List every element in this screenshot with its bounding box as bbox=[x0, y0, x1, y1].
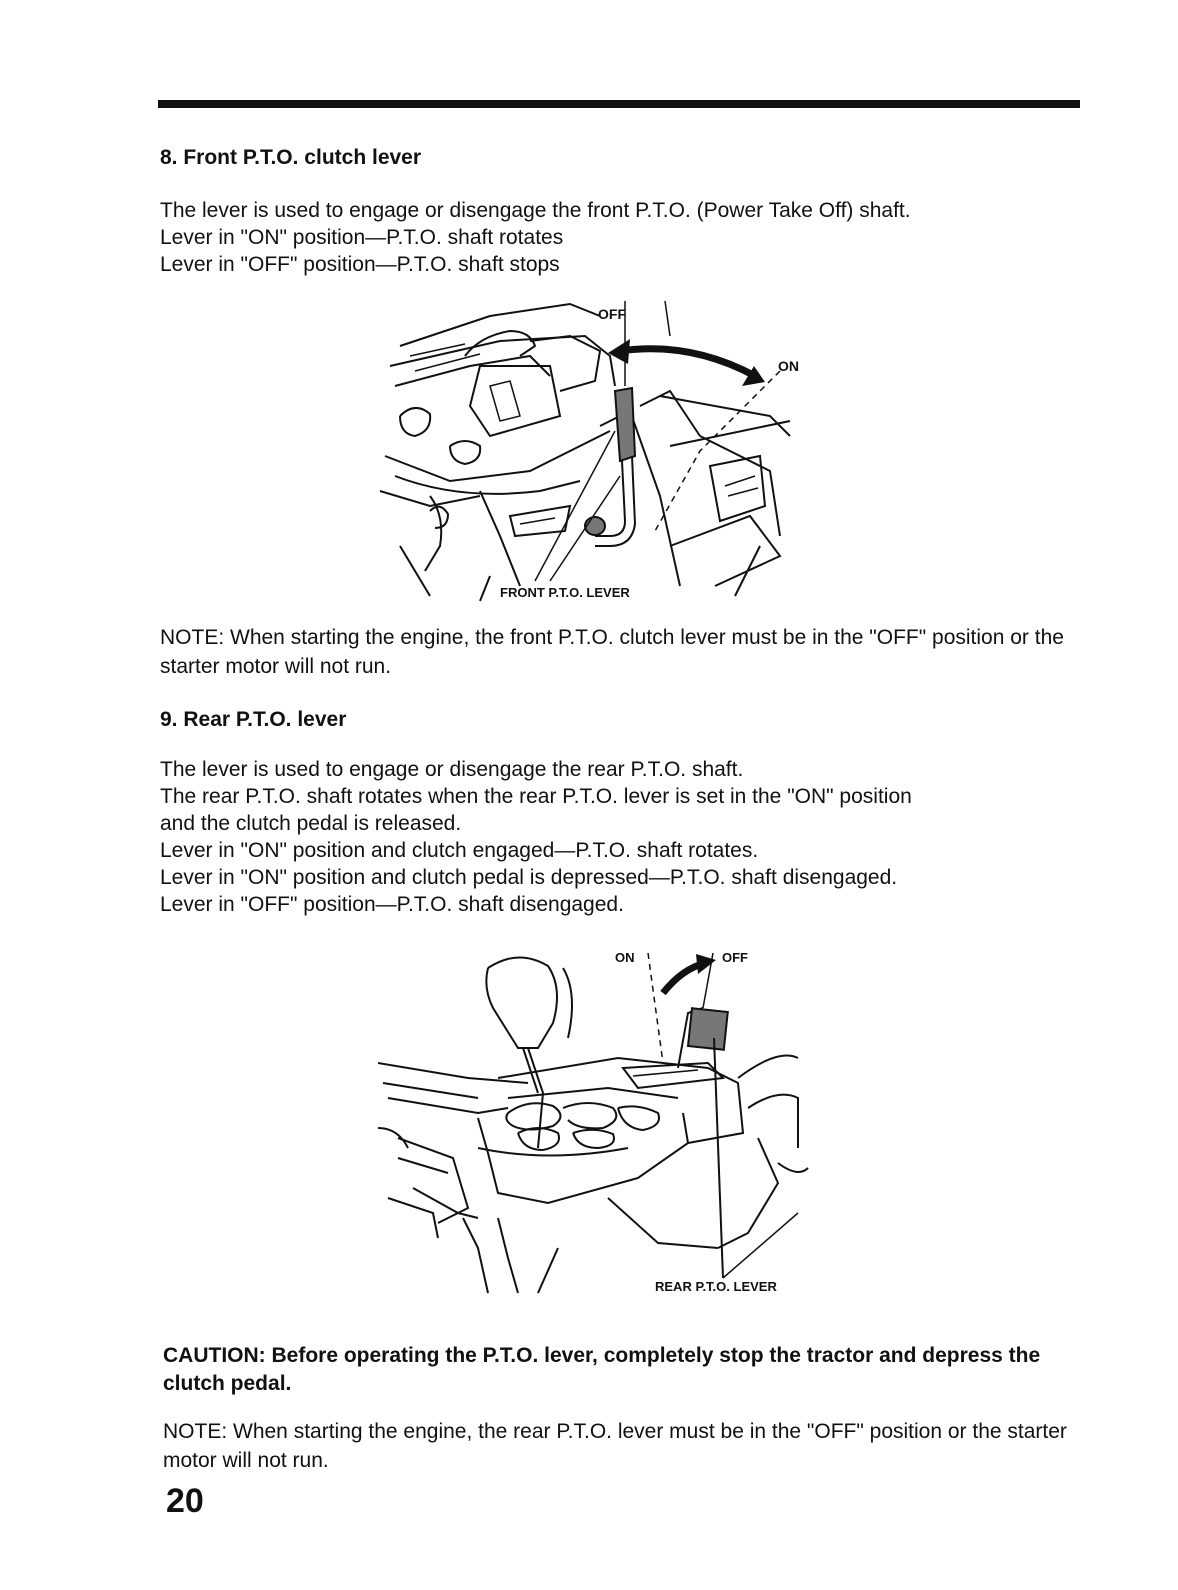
rear-figure-label-lever: REAR P.T.O. LEVER bbox=[655, 1279, 777, 1294]
front-pto-lever-illustration bbox=[370, 296, 810, 606]
section-8-note: NOTE: When starting the engine, the front P.T.O. clutch lever must be in the "OFF" position or the starter motor will not run. bbox=[160, 626, 1064, 678]
section-8-line: Lever in "OFF" position—P.T.O. shaft stops bbox=[160, 253, 560, 276]
section-9-line: Lever in "ON" position and clutch engaged—P.T.O. shaft rotates. bbox=[160, 839, 759, 862]
rear-pto-lever-illustration bbox=[378, 948, 818, 1298]
section-9-line: and the clutch pedal is released. bbox=[160, 812, 462, 835]
rear-figure-label-off: OFF bbox=[722, 950, 748, 965]
section-9-line: The rear P.T.O. shaft rotates when the rear P.T.O. lever is set in the "ON" position bbox=[160, 785, 912, 808]
section-9-line: Lever in "OFF" position—P.T.O. shaft disengaged. bbox=[160, 893, 624, 916]
section-8-line: The lever is used to engage or disengage the front P.T.O. (Power Take Off) shaft. bbox=[160, 199, 911, 222]
section-9-body bbox=[160, 756, 912, 918]
rear-figure-label-on: ON bbox=[615, 950, 635, 965]
section-9-line: The lever is used to engage or disengage the rear P.T.O. shaft. bbox=[160, 758, 744, 781]
section-8-line: Lever in "ON" position—P.T.O. shaft rotates bbox=[160, 226, 564, 249]
caution-text: CAUTION: Before operating the P.T.O. lever, completely stop the tractor and depress the clutch pedal. bbox=[163, 1344, 1041, 1395]
section-8-heading: 8. Front P.T.O. clutch lever bbox=[160, 146, 422, 169]
front-figure-label-on: ON bbox=[778, 358, 799, 374]
section-9-note: NOTE: When starting the engine, the rear P.T.O. lever must be in the "OFF" position or the starter motor will not run. bbox=[163, 1420, 1067, 1472]
page-number: 20 bbox=[166, 1482, 204, 1520]
section-9-heading: 9. Rear P.T.O. lever bbox=[160, 708, 347, 731]
header-rule bbox=[158, 100, 1080, 108]
front-figure-label-lever: FRONT P.T.O. LEVER bbox=[500, 585, 630, 600]
front-figure-label-off: OFF bbox=[598, 306, 626, 322]
section-9-line: Lever in "ON" position and clutch pedal is depressed—P.T.O. shaft disengaged. bbox=[160, 866, 898, 889]
section-8-body bbox=[160, 197, 911, 278]
